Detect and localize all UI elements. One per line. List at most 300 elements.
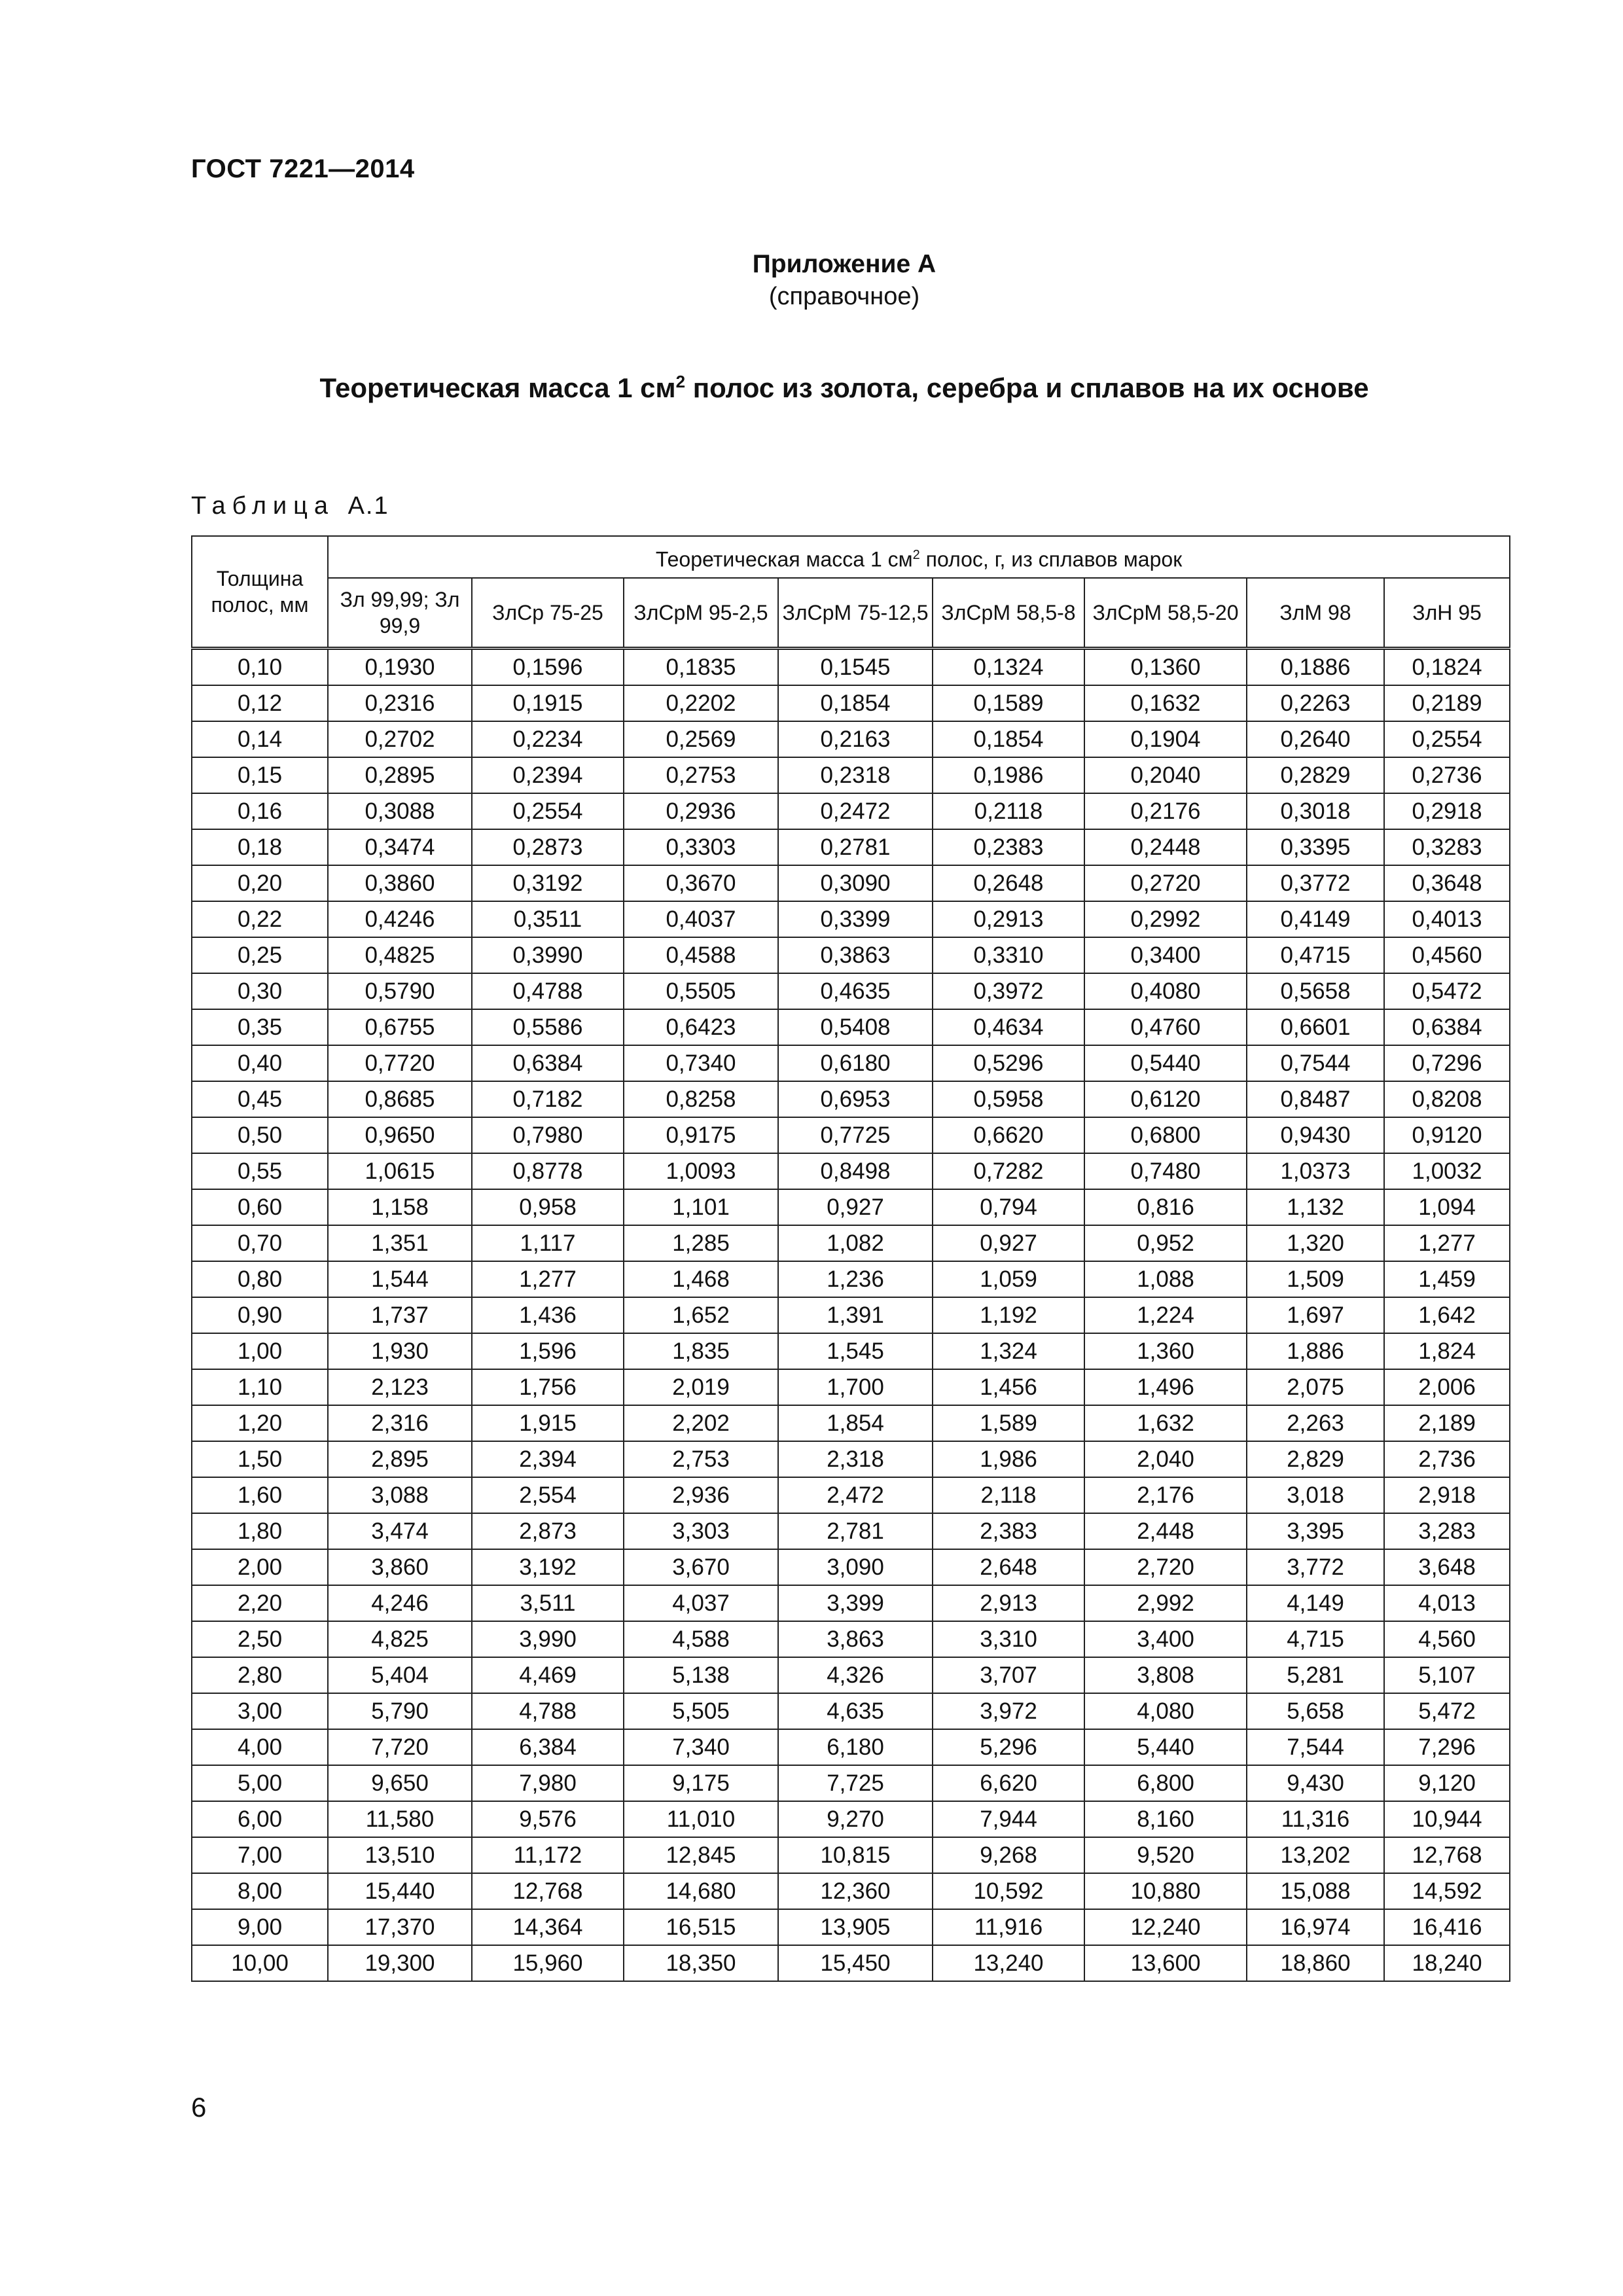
mass-cell: 0,2318 <box>778 757 933 793</box>
thickness-cell: 8,00 <box>192 1873 328 1909</box>
mass-cell: 0,2448 <box>1084 829 1247 865</box>
mass-cell: 2,913 <box>933 1585 1084 1621</box>
mass-cell: 2,918 <box>1384 1477 1510 1513</box>
table-row <box>192 1333 1510 1369</box>
table-row <box>192 937 1510 973</box>
table-row <box>192 1369 1510 1405</box>
mass-cell: 1,277 <box>1384 1225 1510 1261</box>
mass-cell: 1,456 <box>933 1369 1084 1405</box>
mass-cell: 1,236 <box>778 1261 933 1297</box>
mass-cell: 2,316 <box>328 1405 472 1441</box>
mass-cell: 0,4080 <box>1084 973 1247 1009</box>
mass-cell: 0,7282 <box>933 1153 1084 1189</box>
thickness-cell: 0,80 <box>192 1261 328 1297</box>
mass-cell: 5,440 <box>1084 1729 1247 1765</box>
mass-cell: 1,436 <box>472 1297 624 1333</box>
mass-cell: 0,1854 <box>933 721 1084 757</box>
table-row <box>192 685 1510 721</box>
thickness-cell: 1,20 <box>192 1405 328 1441</box>
mass-cell: 0,4788 <box>472 973 624 1009</box>
mass-cell: 13,202 <box>1247 1837 1384 1873</box>
mass-cell: 4,635 <box>778 1693 933 1729</box>
mass-cell: 0,4037 <box>624 901 778 937</box>
table-row <box>192 973 1510 1009</box>
mass-cell: 1,059 <box>933 1261 1084 1297</box>
mass-cell: 3,090 <box>778 1549 933 1585</box>
mass-cell: 1,277 <box>472 1261 624 1297</box>
mass-cell: 1,697 <box>1247 1297 1384 1333</box>
mass-cell: 0,1589 <box>933 685 1084 721</box>
mass-cell: 0,2648 <box>933 865 1084 901</box>
mass-cell: 0,1930 <box>328 649 472 686</box>
mass-cell: 13,905 <box>778 1909 933 1945</box>
table-row <box>192 865 1510 901</box>
mass-cell: 0,7544 <box>1247 1045 1384 1081</box>
section-title-after: полос из золота, серебра и сплавов на их основе <box>685 372 1369 403</box>
mass-cell: 1,986 <box>933 1441 1084 1477</box>
mass-cell: 0,1854 <box>778 685 933 721</box>
mass-cell: 1,496 <box>1084 1369 1247 1405</box>
mass-cell: 0,5586 <box>472 1009 624 1045</box>
mass-cell: 0,6953 <box>778 1081 933 1117</box>
mass-cell: 0,2736 <box>1384 757 1510 793</box>
mass-cell: 0,1886 <box>1247 649 1384 686</box>
mass-cell: 0,2316 <box>328 685 472 721</box>
mass-cell: 0,5505 <box>624 973 778 1009</box>
mass-cell: 9,175 <box>624 1765 778 1801</box>
mass-cell: 13,240 <box>933 1945 1084 1981</box>
mass-cell: 5,296 <box>933 1729 1084 1765</box>
mass-cell: 5,107 <box>1384 1657 1510 1693</box>
mass-cell: 0,2702 <box>328 721 472 757</box>
table-row <box>192 1729 1510 1765</box>
mass-cell: 0,7340 <box>624 1045 778 1081</box>
mass-cell: 1,351 <box>328 1225 472 1261</box>
alloy-header: Зл 99,99; Зл 99,9 <box>328 578 472 649</box>
table-row <box>192 1621 1510 1657</box>
mass-cell: 6,800 <box>1084 1765 1247 1801</box>
mass-cell: 0,3088 <box>328 793 472 829</box>
thickness-cell: 0,16 <box>192 793 328 829</box>
group-header-before: Теоретическая масса 1 см <box>655 547 913 571</box>
mass-cell: 2,263 <box>1247 1405 1384 1441</box>
alloy-header: ЗлСр 75-25 <box>472 578 624 649</box>
mass-cell: 1,835 <box>624 1333 778 1369</box>
table-row <box>192 1297 1510 1333</box>
mass-cell: 12,360 <box>778 1873 933 1909</box>
mass-cell: 15,960 <box>472 1945 624 1981</box>
mass-cell: 2,753 <box>624 1441 778 1477</box>
table-row <box>192 1873 1510 1909</box>
mass-cell: 2,720 <box>1084 1549 1247 1585</box>
mass-cell: 7,944 <box>933 1801 1084 1837</box>
mass-cell: 10,592 <box>933 1873 1084 1909</box>
mass-cell: 0,4588 <box>624 937 778 973</box>
thickness-cell: 0,50 <box>192 1117 328 1153</box>
mass-cell: 2,176 <box>1084 1477 1247 1513</box>
mass-cell: 8,160 <box>1084 1801 1247 1837</box>
table-row <box>192 721 1510 757</box>
thickness-cell: 0,12 <box>192 685 328 721</box>
mass-cell: 3,648 <box>1384 1549 1510 1585</box>
mass-cell: 0,1835 <box>624 649 778 686</box>
mass-cell: 0,1986 <box>933 757 1084 793</box>
mass-cell: 0,2554 <box>1384 721 1510 757</box>
mass-cell: 0,6800 <box>1084 1117 1247 1153</box>
mass-cell: 2,736 <box>1384 1441 1510 1477</box>
table-row <box>192 1693 1510 1729</box>
thickness-cell: 2,80 <box>192 1657 328 1693</box>
mass-cell: 3,088 <box>328 1477 472 1513</box>
mass-cell: 0,6620 <box>933 1117 1084 1153</box>
mass-cell: 7,725 <box>778 1765 933 1801</box>
mass-cell: 5,472 <box>1384 1693 1510 1729</box>
mass-cell: 0,5472 <box>1384 973 1510 1009</box>
table-row <box>192 1081 1510 1117</box>
mass-cell: 2,383 <box>933 1513 1084 1549</box>
thickness-cell: 0,22 <box>192 901 328 937</box>
mass-cell: 0,3972 <box>933 973 1084 1009</box>
mass-cell: 1,082 <box>778 1225 933 1261</box>
mass-cell: 4,013 <box>1384 1585 1510 1621</box>
group-header-after: полос, г, из сплавов марок <box>919 547 1183 571</box>
mass-cell: 0,1324 <box>933 649 1084 686</box>
mass-cell: 1,642 <box>1384 1297 1510 1333</box>
mass-cell: 9,270 <box>778 1801 933 1837</box>
mass-cell: 0,1904 <box>1084 721 1247 757</box>
mass-cell: 0,5790 <box>328 973 472 1009</box>
mass-cell: 14,592 <box>1384 1873 1510 1909</box>
mass-cell: 0,5296 <box>933 1045 1084 1081</box>
mass-cell: 2,781 <box>778 1513 933 1549</box>
mass-cell: 10,944 <box>1384 1801 1510 1837</box>
mass-cell: 4,246 <box>328 1585 472 1621</box>
table-row <box>192 1801 1510 1837</box>
mass-cell: 1,0093 <box>624 1153 778 1189</box>
mass-cell: 1,391 <box>778 1297 933 1333</box>
mass-cell: 0,2640 <box>1247 721 1384 757</box>
mass-cell: 9,650 <box>328 1765 472 1801</box>
mass-cell: 0,5408 <box>778 1009 933 1045</box>
thickness-header: Толщина полос, мм <box>192 536 328 649</box>
mass-cell: 15,450 <box>778 1945 933 1981</box>
thickness-cell: 7,00 <box>192 1837 328 1873</box>
mass-cell: 0,4635 <box>778 973 933 1009</box>
mass-cell: 1,824 <box>1384 1333 1510 1369</box>
table-caption <box>191 492 389 520</box>
thickness-cell: 0,40 <box>192 1045 328 1081</box>
mass-cell: 0,6384 <box>1384 1009 1510 1045</box>
mass-cell: 0,4715 <box>1247 937 1384 973</box>
mass-cell: 1,0373 <box>1247 1153 1384 1189</box>
mass-cell: 16,974 <box>1247 1909 1384 1945</box>
mass-cell: 0,2936 <box>624 793 778 829</box>
thickness-cell: 9,00 <box>192 1909 328 1945</box>
mass-cell: 3,808 <box>1084 1657 1247 1693</box>
mass-cell: 0,3310 <box>933 937 1084 973</box>
mass-cell: 1,544 <box>328 1261 472 1297</box>
mass-cell: 0,4013 <box>1384 901 1510 937</box>
mass-cell: 0,7725 <box>778 1117 933 1153</box>
mass-cell: 11,580 <box>328 1801 472 1837</box>
mass-cell: 0,2913 <box>933 901 1084 937</box>
mass-cell: 0,927 <box>778 1189 933 1225</box>
table-row <box>192 1117 1510 1153</box>
mass-cell: 0,3395 <box>1247 829 1384 865</box>
mass-cell: 14,680 <box>624 1873 778 1909</box>
mass-cell: 4,326 <box>778 1657 933 1693</box>
mass-cell: 3,303 <box>624 1513 778 1549</box>
thickness-cell: 0,55 <box>192 1153 328 1189</box>
thickness-cell: 1,50 <box>192 1441 328 1477</box>
thickness-cell: 2,50 <box>192 1621 328 1657</box>
mass-cell: 1,886 <box>1247 1333 1384 1369</box>
mass-cell: 2,472 <box>778 1477 933 1513</box>
mass-cell: 2,118 <box>933 1477 1084 1513</box>
table-row <box>192 1513 1510 1549</box>
mass-cell: 5,658 <box>1247 1693 1384 1729</box>
table-row <box>192 1657 1510 1693</box>
mass-cell: 1,737 <box>328 1297 472 1333</box>
mass-cell: 0,2720 <box>1084 865 1247 901</box>
mass-cell: 1,0615 <box>328 1153 472 1189</box>
mass-cell: 9,576 <box>472 1801 624 1837</box>
mass-cell: 0,1360 <box>1084 649 1247 686</box>
mass-cell: 0,2472 <box>778 793 933 829</box>
thickness-cell: 0,18 <box>192 829 328 865</box>
table-caption-word: Таблица <box>191 492 334 520</box>
alloy-header: ЗлН 95 <box>1384 578 1510 649</box>
mass-cell: 2,829 <box>1247 1441 1384 1477</box>
thickness-cell: 4,00 <box>192 1729 328 1765</box>
mass-cell: 16,515 <box>624 1909 778 1945</box>
mass-cell: 0,2176 <box>1084 793 1247 829</box>
mass-cell: 4,825 <box>328 1621 472 1657</box>
mass-cell: 1,088 <box>1084 1261 1247 1297</box>
mass-cell: 16,416 <box>1384 1909 1510 1945</box>
mass-cell: 1,915 <box>472 1405 624 1441</box>
mass-cell: 13,600 <box>1084 1945 1247 1981</box>
mass-cell: 0,5658 <box>1247 973 1384 1009</box>
appendix-subtitle: (справочное) <box>768 283 920 310</box>
mass-cell: 9,520 <box>1084 1837 1247 1873</box>
mass-cell: 0,2829 <box>1247 757 1384 793</box>
mass-cell: 0,2383 <box>933 829 1084 865</box>
thickness-cell: 0,45 <box>192 1081 328 1117</box>
mass-cell: 0,3511 <box>472 901 624 937</box>
mass-cell: 0,3399 <box>778 901 933 937</box>
mass-cell: 0,3283 <box>1384 829 1510 865</box>
mass-cell: 0,2992 <box>1084 901 1247 937</box>
table-row <box>192 793 1510 829</box>
mass-cell: 0,2234 <box>472 721 624 757</box>
table-row <box>192 829 1510 865</box>
mass-cell: 0,2753 <box>624 757 778 793</box>
mass-cell: 1,0032 <box>1384 1153 1510 1189</box>
thickness-cell: 3,00 <box>192 1693 328 1729</box>
thickness-cell: 0,25 <box>192 937 328 973</box>
mass-cell: 0,3090 <box>778 865 933 901</box>
table-row <box>192 649 1510 686</box>
mass-cell: 13,510 <box>328 1837 472 1873</box>
mass-cell: 18,240 <box>1384 1945 1510 1981</box>
mass-cell: 0,3772 <box>1247 865 1384 901</box>
mass-cell: 1,324 <box>933 1333 1084 1369</box>
alloy-header: ЗлСрМ 58,5-20 <box>1084 578 1247 649</box>
mass-cell: 0,3648 <box>1384 865 1510 901</box>
mass-cell: 0,8498 <box>778 1153 933 1189</box>
mass-cell: 1,756 <box>472 1369 624 1405</box>
mass-cell: 1,224 <box>1084 1297 1247 1333</box>
mass-cell: 1,320 <box>1247 1225 1384 1261</box>
mass-cell: 15,440 <box>328 1873 472 1909</box>
mass-cell: 4,588 <box>624 1621 778 1657</box>
mass-cell: 0,6423 <box>624 1009 778 1045</box>
thickness-cell: 1,00 <box>192 1333 328 1369</box>
thickness-cell: 1,80 <box>192 1513 328 1549</box>
mass-cell: 0,7296 <box>1384 1045 1510 1081</box>
thickness-cell: 2,20 <box>192 1585 328 1621</box>
mass-cell: 3,860 <box>328 1549 472 1585</box>
table-row <box>192 1909 1510 1945</box>
mass-cell: 3,707 <box>933 1657 1084 1693</box>
table-row <box>192 1225 1510 1261</box>
mass-cell: 3,192 <box>472 1549 624 1585</box>
mass-cell: 0,7182 <box>472 1081 624 1117</box>
table-row <box>192 901 1510 937</box>
mass-cell: 0,1824 <box>1384 649 1510 686</box>
mass-cell: 0,9430 <box>1247 1117 1384 1153</box>
mass-cell: 7,980 <box>472 1765 624 1801</box>
alloy-header: ЗлМ 98 <box>1247 578 1384 649</box>
mass-cell: 1,101 <box>624 1189 778 1225</box>
mass-cell: 2,318 <box>778 1441 933 1477</box>
section-title-superscript: 2 <box>675 372 686 391</box>
mass-cell: 0,3192 <box>472 865 624 901</box>
mass-cell: 1,854 <box>778 1405 933 1441</box>
mass-cell: 2,202 <box>624 1405 778 1441</box>
table-row <box>192 1441 1510 1477</box>
mass-cell: 0,952 <box>1084 1225 1247 1261</box>
mass-cell: 5,281 <box>1247 1657 1384 1693</box>
mass-cell: 0,3474 <box>328 829 472 865</box>
mass-cell: 0,9175 <box>624 1117 778 1153</box>
mass-cell: 10,880 <box>1084 1873 1247 1909</box>
mass-cell: 11,316 <box>1247 1801 1384 1837</box>
mass-cell: 0,2040 <box>1084 757 1247 793</box>
appendix-title: Приложение А <box>752 250 936 278</box>
mass-cell: 11,172 <box>472 1837 624 1873</box>
mass-cell: 0,3400 <box>1084 937 1247 973</box>
mass-cell: 0,927 <box>933 1225 1084 1261</box>
mass-cell: 5,138 <box>624 1657 778 1693</box>
mass-cell: 17,370 <box>328 1909 472 1945</box>
mass-cell: 9,120 <box>1384 1765 1510 1801</box>
alloy-header: ЗлСрМ 95-2,5 <box>624 578 778 649</box>
mass-cell: 0,3670 <box>624 865 778 901</box>
mass-cell: 0,2118 <box>933 793 1084 829</box>
table-row <box>192 1045 1510 1081</box>
mass-cell: 3,395 <box>1247 1513 1384 1549</box>
alloy-header: ЗлСрМ 58,5-8 <box>933 578 1084 649</box>
alloy-header: ЗлСрМ 75-12,5 <box>778 578 933 649</box>
mass-cell: 5,505 <box>624 1693 778 1729</box>
table-row <box>192 1765 1510 1801</box>
thickness-cell: 0,20 <box>192 865 328 901</box>
mass-cell: 4,715 <box>1247 1621 1384 1657</box>
mass-cell: 4,788 <box>472 1693 624 1729</box>
mass-cell: 3,399 <box>778 1585 933 1621</box>
mass-cell: 0,2918 <box>1384 793 1510 829</box>
mass-cell: 3,283 <box>1384 1513 1510 1549</box>
mass-cell: 12,845 <box>624 1837 778 1873</box>
mass-cell: 2,040 <box>1084 1441 1247 1477</box>
thickness-cell: 0,35 <box>192 1009 328 1045</box>
mass-cell: 4,560 <box>1384 1621 1510 1657</box>
mass-cell: 4,149 <box>1247 1585 1384 1621</box>
table-caption-number: А.1 <box>348 492 389 520</box>
mass-cell: 2,019 <box>624 1369 778 1405</box>
mass-cell: 0,2394 <box>472 757 624 793</box>
mass-cell: 0,2263 <box>1247 685 1384 721</box>
mass-cell: 0,9650 <box>328 1117 472 1153</box>
mass-cell: 1,632 <box>1084 1405 1247 1441</box>
mass-cell: 0,816 <box>1084 1189 1247 1225</box>
mass-cell: 0,4634 <box>933 1009 1084 1045</box>
table-row <box>192 1009 1510 1045</box>
mass-cell: 2,648 <box>933 1549 1084 1585</box>
thickness-cell: 0,10 <box>192 649 328 686</box>
mass-cell: 1,360 <box>1084 1333 1247 1369</box>
mass-cell: 1,158 <box>328 1189 472 1225</box>
thickness-cell: 1,10 <box>192 1369 328 1405</box>
mass-cell: 10,815 <box>778 1837 933 1873</box>
mass-cell: 6,384 <box>472 1729 624 1765</box>
mass-cell: 0,6384 <box>472 1045 624 1081</box>
thickness-cell: 10,00 <box>192 1945 328 1981</box>
mass-cell: 0,8487 <box>1247 1081 1384 1117</box>
mass-cell: 0,7480 <box>1084 1153 1247 1189</box>
mass-cell: 1,117 <box>472 1225 624 1261</box>
mass-cell: 18,350 <box>624 1945 778 1981</box>
mass-cell: 0,7980 <box>472 1117 624 1153</box>
mass-cell: 1,700 <box>778 1369 933 1405</box>
mass-cell: 1,192 <box>933 1297 1084 1333</box>
mass-cell: 3,990 <box>472 1621 624 1657</box>
mass-cell: 6,620 <box>933 1765 1084 1801</box>
mass-cell: 14,364 <box>472 1909 624 1945</box>
mass-cell: 1,652 <box>624 1297 778 1333</box>
mass-cell: 2,895 <box>328 1441 472 1477</box>
page-number: 6 <box>191 2092 207 2123</box>
mass-cell: 2,394 <box>472 1441 624 1477</box>
mass-cell: 2,006 <box>1384 1369 1510 1405</box>
mass-cell: 1,930 <box>328 1333 472 1369</box>
mass-cell: 12,768 <box>1384 1837 1510 1873</box>
mass-cell: 0,2189 <box>1384 685 1510 721</box>
mass-cell: 2,873 <box>472 1513 624 1549</box>
mass-cell: 0,4825 <box>328 937 472 973</box>
mass-cell: 0,2554 <box>472 793 624 829</box>
thickness-cell: 6,00 <box>192 1801 328 1837</box>
mass-cell: 9,430 <box>1247 1765 1384 1801</box>
mass-table <box>191 535 1510 1982</box>
mass-cell: 1,468 <box>624 1261 778 1297</box>
table-row <box>192 1945 1510 1981</box>
mass-cell: 19,300 <box>328 1945 472 1981</box>
mass-cell: 4,469 <box>472 1657 624 1693</box>
mass-cell: 0,3860 <box>328 865 472 901</box>
